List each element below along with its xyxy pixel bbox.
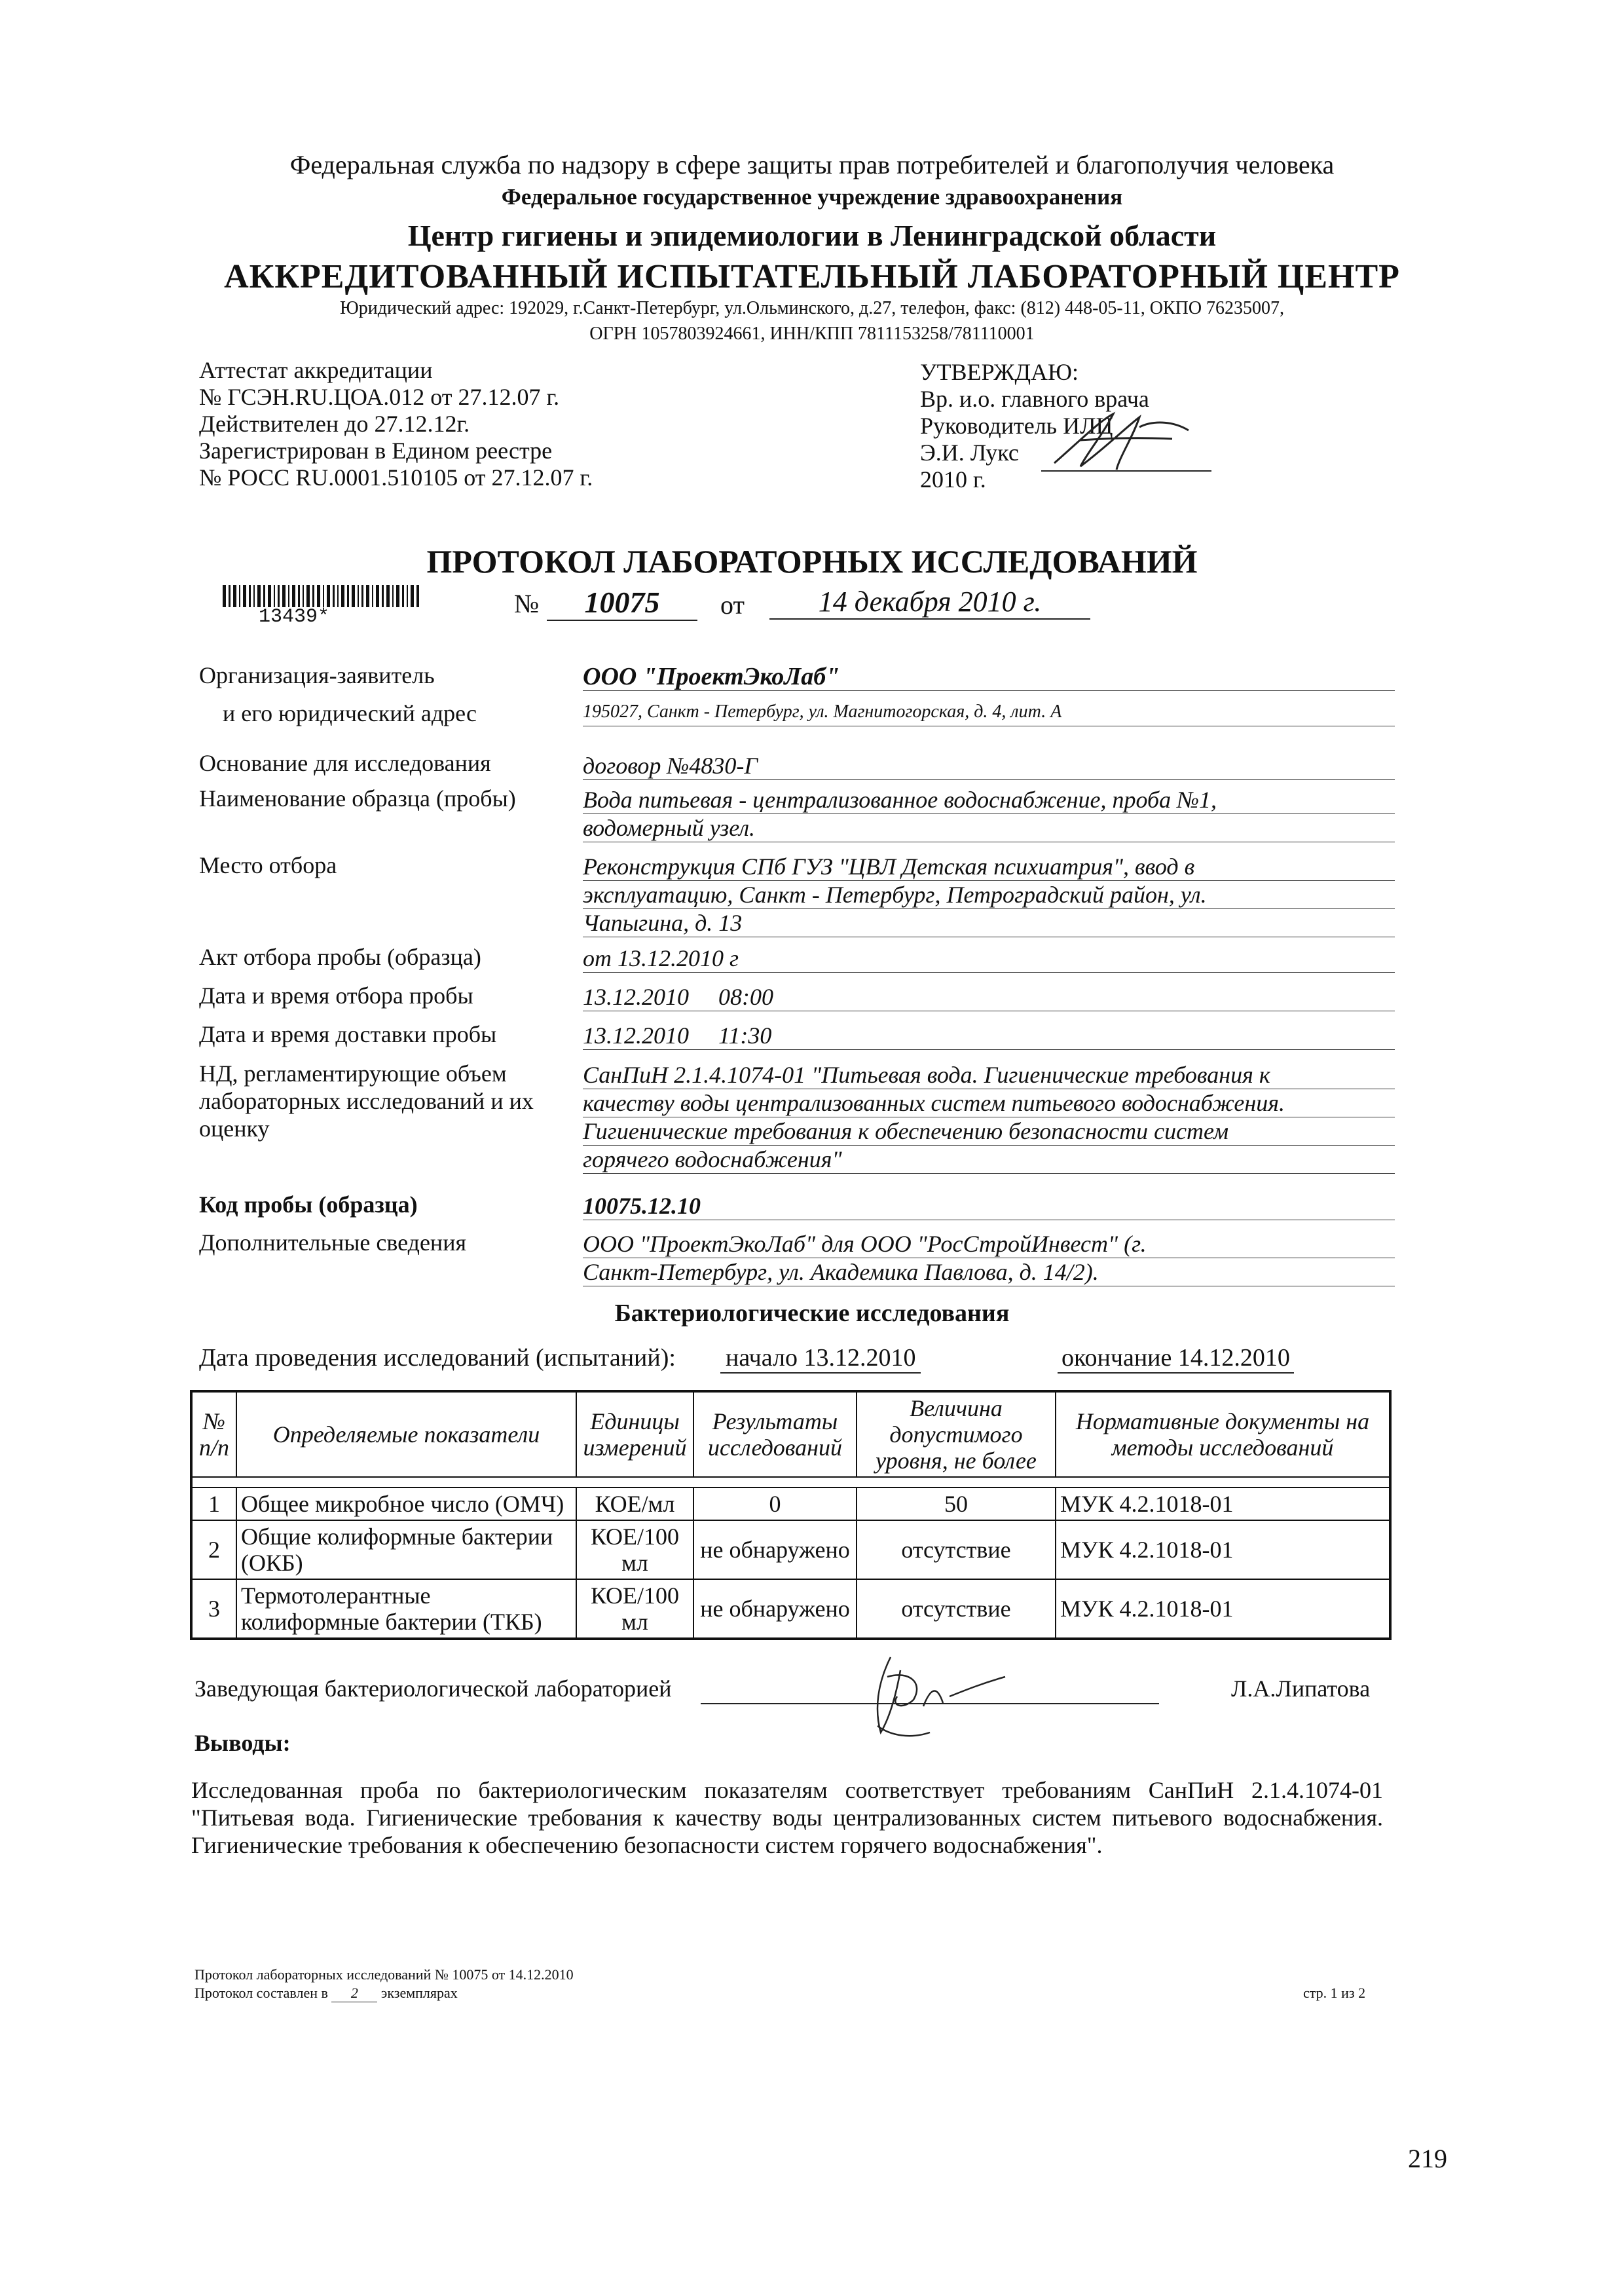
place-line: эксплуатацию, Санкт - Петербург, Петроградский район, ул. — [583, 881, 1395, 909]
lab-head-signature-image — [851, 1644, 1022, 1742]
footer-copies-prefix: Протокол составлен в — [194, 1985, 328, 2001]
results-table — [190, 1390, 1392, 1640]
row-number: 1 — [191, 1487, 236, 1520]
org-label: Организация-заявитель — [199, 662, 435, 688]
org-address-label: и его юридический адрес — [223, 700, 477, 726]
accreditation-line: № РОСС RU.0001.510105 от 27.12.07 г. — [199, 464, 593, 491]
accreditation-line: № ГСЭН.RU.ЦОА.012 от 27.12.07 г. — [199, 384, 560, 410]
sampling-time: 08:00 — [718, 984, 773, 1010]
extra-value — [583, 1230, 1395, 1286]
director-signature-image — [1041, 401, 1198, 479]
page-number: 219 — [1408, 2144, 1447, 2173]
footer-copies — [194, 1985, 458, 2002]
sample-label: Наименование образца (пробы) — [199, 785, 516, 812]
org-address: 195027, Санкт - Петербург, ул. Магнитогорская, д. 4, лит. А — [583, 698, 1395, 726]
act-value — [583, 945, 1395, 973]
limit: отсутствие — [857, 1520, 1056, 1579]
row-number: 3 — [191, 1579, 236, 1639]
method-doc: МУК 4.2.1018-01 — [1056, 1579, 1390, 1639]
nd-label-line: лабораторных исследований и их — [199, 1088, 534, 1114]
section-title: Бактериологические исследования — [614, 1300, 1010, 1327]
code-value — [583, 1192, 1395, 1220]
delivery-value — [583, 1022, 1395, 1050]
place-value — [583, 853, 1395, 937]
approval-line: 2010 г. — [920, 466, 986, 493]
column-header: Определяемые показатели — [236, 1391, 576, 1477]
table-row — [191, 1579, 1390, 1639]
nd-label — [199, 1060, 534, 1142]
act: от 13.12.2010 г — [583, 945, 1395, 973]
footer-protocol-ref: Протокол лабораторных исследований № 10075 от 14.12.2010 — [194, 1966, 574, 1983]
delivery-time: 11:30 — [718, 1022, 772, 1049]
header-center: Центр гигиены и эпидемиологии в Ленинградской области — [407, 219, 1217, 252]
indicator-name: Общие колиформные бактерии (ОКБ) — [236, 1520, 576, 1579]
extra-line: Санкт-Петербург, ул. Академика Павлова, д. 14/2). — [583, 1258, 1395, 1286]
protocol-title: ПРОТОКОЛ ЛАБОРАТОРНЫХ ИССЛЕДОВАНИЙ — [426, 543, 1198, 580]
approval-line: Вр. и.о. главного врача — [920, 386, 1149, 412]
method-doc: МУК 4.2.1018-01 — [1056, 1487, 1390, 1520]
org-name: ООО "ПроектЭкоЛаб" — [583, 663, 1395, 691]
protocol-date-label: от — [720, 590, 745, 620]
sample-line: водомерный узел. — [583, 814, 1395, 842]
protocol-number: 10075 — [547, 585, 697, 621]
lab-head-name: Л.А.Липатова — [1231, 1675, 1371, 1702]
table-row — [191, 1487, 1390, 1520]
basis-label: Основание для исследования — [199, 750, 491, 776]
column-header: Величина допустимого уровня, не более — [857, 1391, 1056, 1477]
nd-label-line: оценку — [199, 1115, 270, 1142]
sample-line: Вода питьевая - централизованное водоснабжение, проба №1, — [583, 786, 1395, 814]
column-header: № п/п — [191, 1391, 236, 1477]
sample-value — [583, 786, 1395, 842]
table-spacer — [191, 1477, 1390, 1487]
accreditation-line: Действителен до 27.12.12г. — [199, 411, 470, 437]
header-lab-center: АККРЕДИТОВАННЫЙ ИСПЫТАТЕЛЬНЫЙ ЛАБОРАТОРНЫЙ ЦЕНТР — [224, 258, 1400, 295]
unit: КОЕ/100 мл — [576, 1520, 693, 1579]
header-agency: Федеральная служба по надзору в сфере защиты прав потребителей и благополучия человека — [289, 150, 1335, 179]
code-label: Код пробы (образца) — [199, 1191, 418, 1218]
result: не обнаружено — [693, 1579, 857, 1639]
test-end-date: окончание 14.12.2010 — [1058, 1343, 1294, 1374]
footer-copies-suffix: экземплярах — [380, 1985, 458, 2001]
nd-label-line: НД, регламентирующие объем — [199, 1060, 507, 1087]
sampling-datetime — [583, 983, 1395, 1011]
column-header: Нормативные документы на методы исследований — [1056, 1391, 1390, 1477]
sampling-label: Дата и время отбора пробы — [199, 982, 473, 1009]
org-address-value — [583, 698, 1395, 726]
approval-line: Э.И. Лукс — [920, 440, 1019, 466]
lab-head-position: Заведующая бактериологической лабораторией — [194, 1675, 672, 1702]
org-name-value — [583, 663, 1395, 691]
sampling-value — [583, 983, 1395, 1011]
limit: 50 — [857, 1487, 1056, 1520]
indicator-name: Термотолерантные колиформные бактерии (ТКБ) — [236, 1579, 576, 1639]
barcode-image — [223, 585, 419, 607]
footer-copies-count: 2 — [331, 1985, 377, 2002]
approval-line: УТВЕРЖДАЮ: — [920, 359, 1079, 385]
accreditation-line: Аттестат аккредитации — [199, 357, 433, 383]
test-dates-label: Дата проведения исследований (испытаний): — [199, 1344, 676, 1372]
accreditation-block — [199, 357, 671, 491]
nd-value — [583, 1061, 1395, 1174]
nd-line: качеству воды централизованных систем питьевого водоснабжения. — [583, 1089, 1395, 1117]
place-label: Место отбора — [199, 852, 337, 878]
delivery-datetime — [583, 1022, 1395, 1050]
protocol-date: 14 декабря 2010 г. — [769, 585, 1090, 620]
unit: КОЕ/100 мл — [576, 1579, 693, 1639]
result: не обнаружено — [693, 1520, 857, 1579]
nd-line: горячего водоснабжения" — [583, 1146, 1395, 1174]
header-address: Юридический адрес: 192029, г.Санкт-Петербург, ул.Ольминского, д.27, телефон, факс: (812) 448-05-11, ОКПО 76235007, — [339, 298, 1285, 318]
nd-line: СанПиН 2.1.4.1074-01 "Питьевая вода. Гигиенические требования к — [583, 1061, 1395, 1089]
header-institution: Федеральное государственное учреждение здравоохранения — [501, 184, 1123, 210]
sample-code: 10075.12.10 — [583, 1192, 1395, 1220]
unit: КОЕ/мл — [576, 1487, 693, 1520]
conclusions-title: Выводы: — [194, 1730, 291, 1756]
place-line: Чапыгина, д. 13 — [583, 909, 1395, 937]
table-row — [191, 1520, 1390, 1579]
test-start-date: начало 13.12.2010 — [720, 1343, 921, 1374]
conclusions-text: Исследованная проба по бактериологическим показателям соответствует требованиям СанПиН 2.1.4.1074-01 "Питьевая вода. Гигиенические требования к качеству воды централизованных систем питьевого водоснабжения. Гигиенические требования к обеспечению безопасности систем горячего водоснабжения". — [191, 1777, 1383, 1858]
header-registration: ОГРН 1057803924661, ИНН/КПП 7811153258/781110001 — [589, 324, 1035, 344]
extra-line: ООО "ПроектЭкоЛаб" для ООО "РосСтройИнвест" (г. — [583, 1230, 1395, 1258]
table-header-row — [191, 1391, 1390, 1477]
place-line: Реконструкция СПб ГУЗ "ЦВЛ Детская психиатрия", ввод в — [583, 853, 1395, 881]
column-header: Единицы измерений — [576, 1391, 693, 1477]
approval-line: Руководитель ИЛЦ — [920, 413, 1113, 439]
indicator-name: Общее микробное число (ОМЧ) — [236, 1487, 576, 1520]
basis: договор №4830-Г — [583, 752, 1395, 780]
page-indicator: стр. 1 из 2 — [1303, 1985, 1366, 2001]
column-header: Результаты исследований — [693, 1391, 857, 1477]
result: 0 — [693, 1487, 857, 1520]
delivery-date: 13.12.2010 — [583, 1022, 689, 1049]
accreditation-line: Зарегистрирован в Едином реестре — [199, 438, 553, 464]
sampling-date: 13.12.2010 — [583, 984, 689, 1010]
protocol-number-label: № — [514, 589, 540, 618]
nd-line: Гигиенические требования к обеспечению безопасности систем — [583, 1117, 1395, 1146]
extra-label: Дополнительные сведения — [199, 1229, 467, 1256]
delivery-label: Дата и время доставки пробы — [199, 1021, 497, 1047]
act-label: Акт отбора пробы (образца) — [199, 944, 481, 970]
basis-value — [583, 752, 1395, 780]
barcode-number: 13439* — [259, 606, 330, 628]
limit: отсутствие — [857, 1579, 1056, 1639]
method-doc: МУК 4.2.1018-01 — [1056, 1520, 1390, 1579]
row-number: 2 — [191, 1520, 236, 1579]
